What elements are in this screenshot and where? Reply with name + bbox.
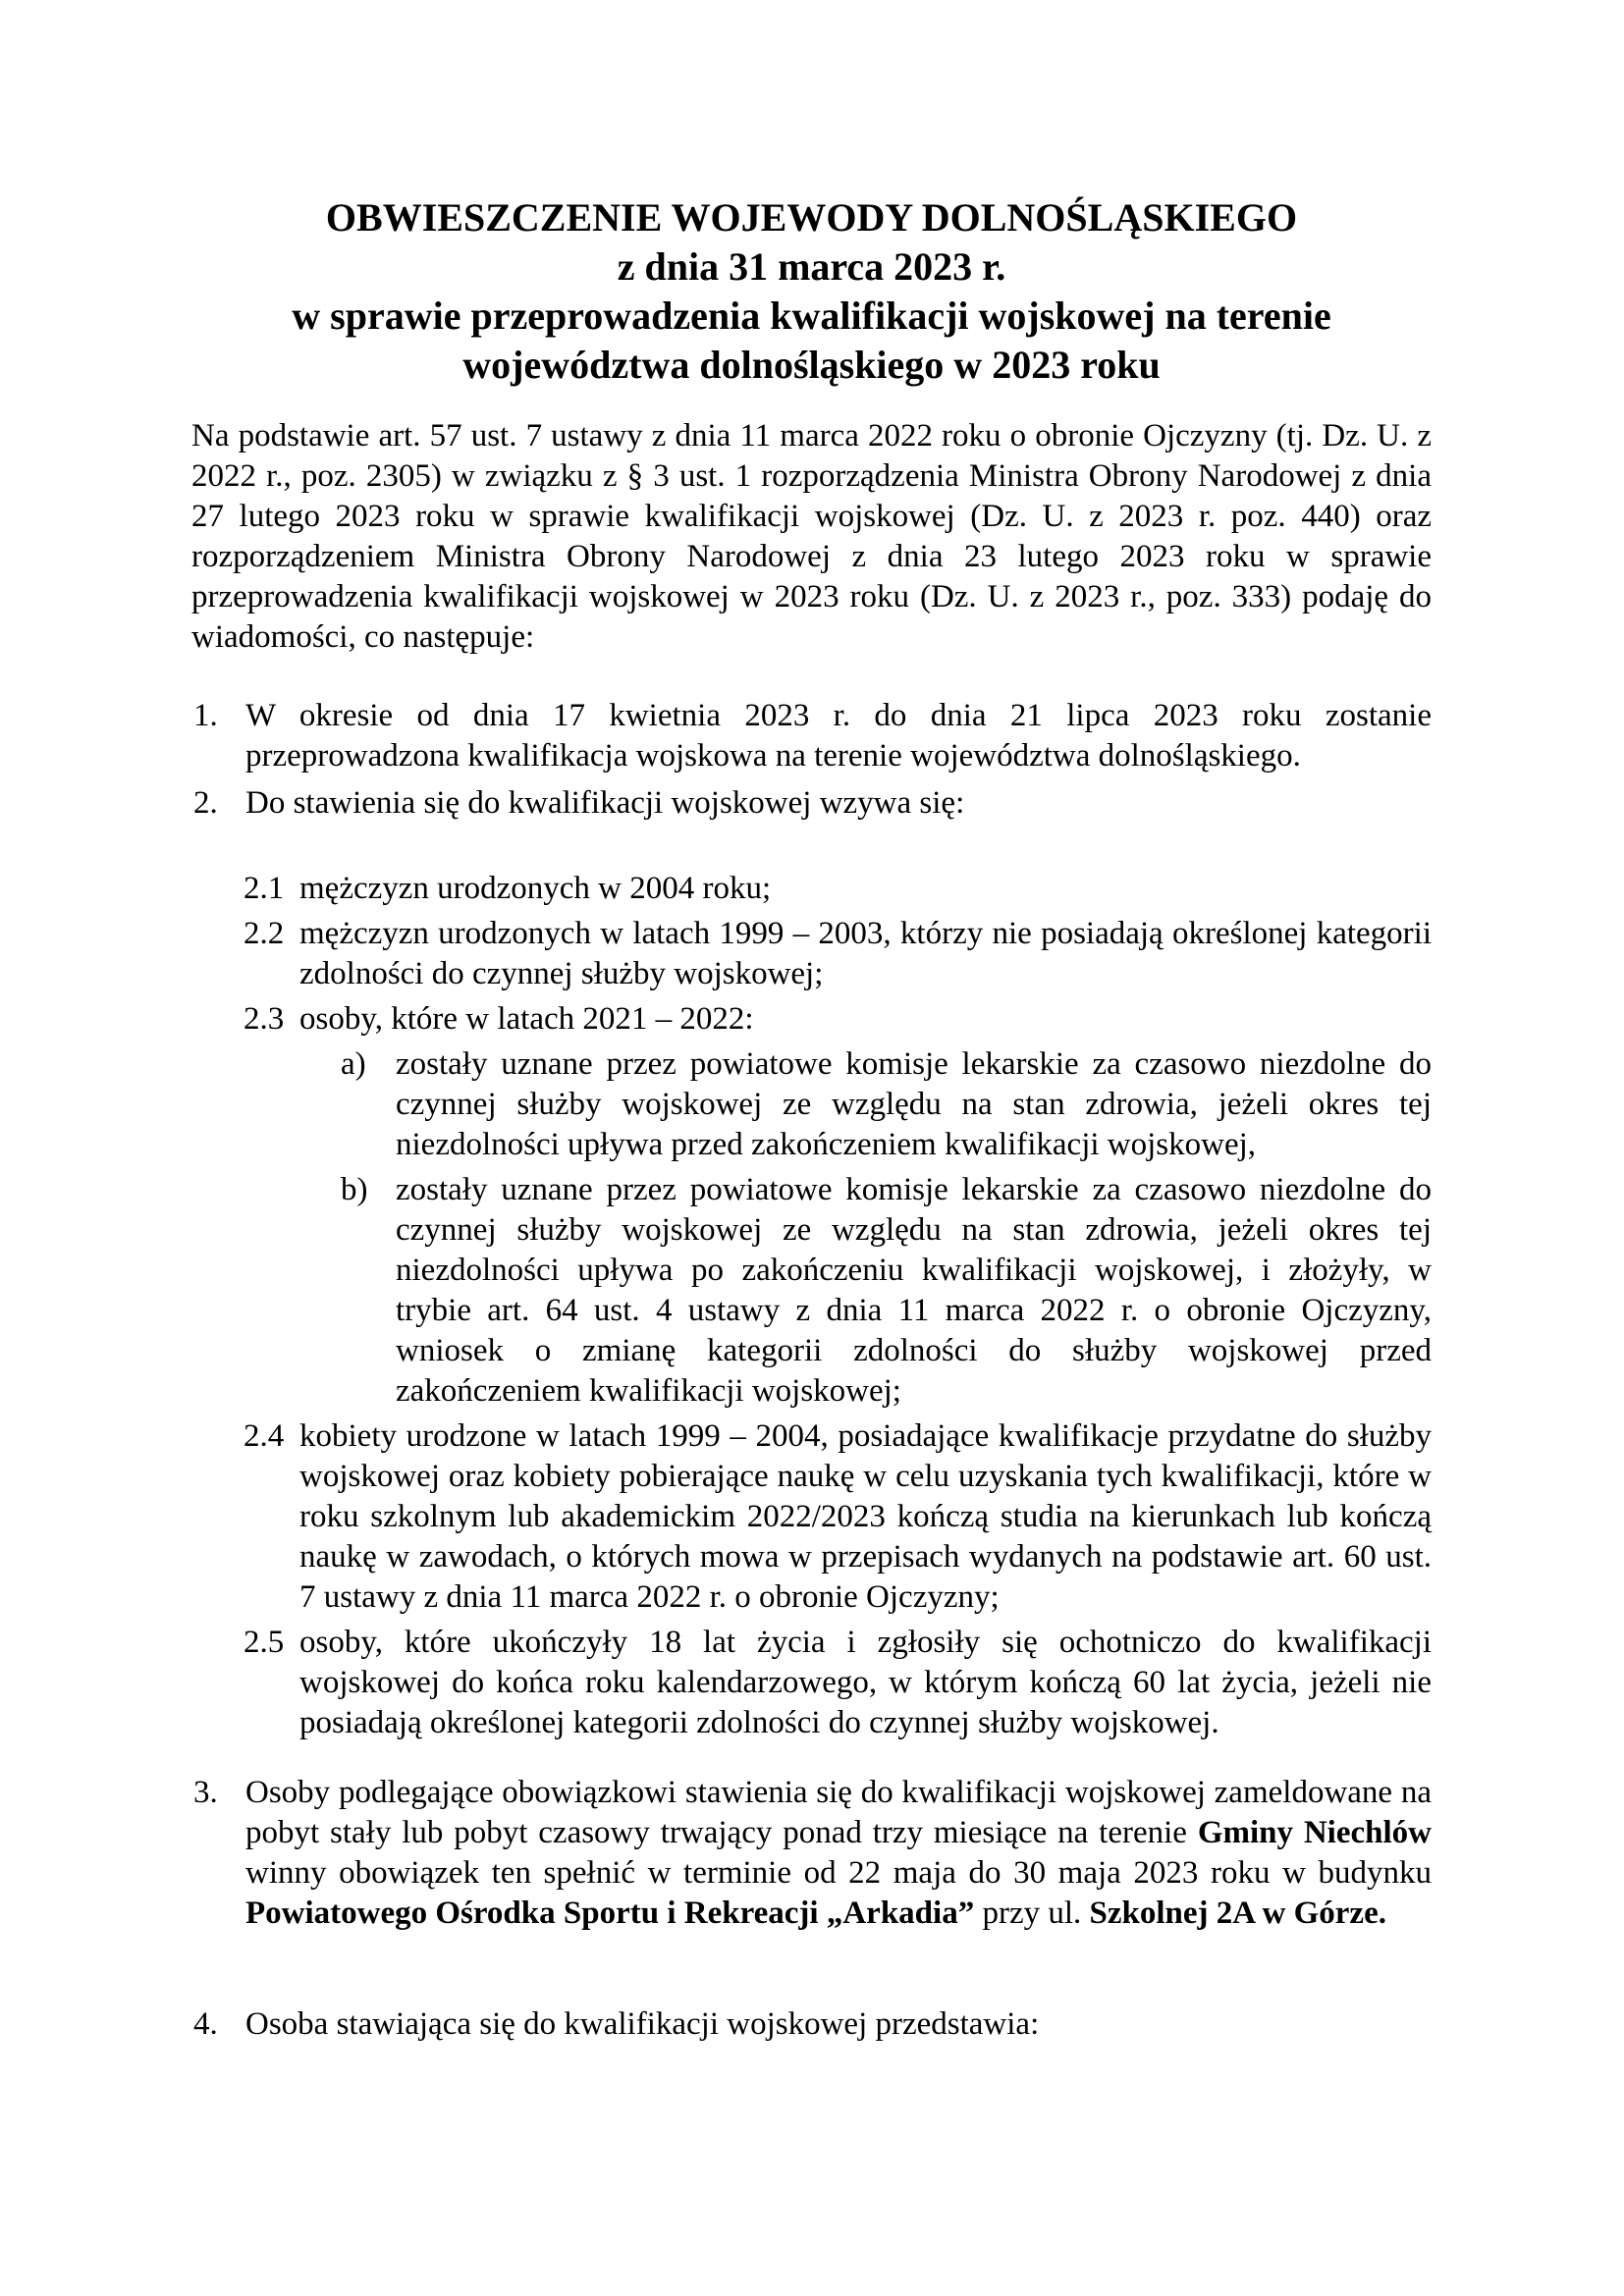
list-item-4-marker: 4. — [193, 2006, 218, 2042]
letter-item-b — [191, 1170, 1432, 1412]
list-item-3-marker: 3. — [193, 1775, 218, 1810]
sub-item-2-5-marker: 2.5 — [244, 1625, 285, 1660]
list-item-3-bold-osrodek: Powiatowego Ośrodka Sportu i Rekreacji „Arkadia” — [245, 1896, 975, 1931]
list-item-4-text: Osoba stawiająca się do kwalifikacji wojskowej przedstawia: — [245, 2006, 1040, 2042]
letter-item-a — [191, 1044, 1432, 1165]
title-line-2: z dnia 31 marca 2023 r. — [617, 244, 1006, 289]
list-item-3-seg-2: winny obowiązek ten spełnić w terminie od 22 maja do 30 maja 2023 roku w budynku — [245, 1855, 1432, 1891]
list-item-3-bold-adres: Szkolnej 2A w Górze. — [1089, 1896, 1386, 1931]
list-item-3-text — [245, 1775, 1432, 1931]
sub-item-2-5-text: osoby, które ukończyły 18 lat życia i zgłosiły się ochotniczo do kwalifikacji wojskowej do końca roku kalendarzowego, w którym kończą 60 lat życia, jeżeli nie posiadają określonej kategorii zdolności do czynnej służby wojskowej. — [299, 1625, 1432, 1740]
letter-item-a-marker: a) — [341, 1046, 366, 1082]
letter-item-b-marker: b) — [341, 1172, 368, 1207]
sub-item-2-3 — [191, 999, 1432, 1040]
list-item-1-text: W okresie od dnia 17 kwietnia 2023 r. do dnia 21 lipca 2023 roku zostanie przeprowadzona kwalifikacja wojskowa na terenie województwa dolnośląskiego. — [245, 698, 1432, 774]
list-item-4 — [191, 2004, 1432, 2045]
sub-item-2-4 — [191, 1416, 1432, 1618]
list-item-2 — [191, 783, 1432, 824]
intro-paragraph: Na podstawie art. 57 ust. 7 ustawy z dnia 11 marca 2022 roku o obronie Ojczyzny (tj. Dz. U. z 2022 r., poz. 2305) w związku z § 3 ust. 1 rozporządzenia Ministra Obrony Narodowej z dnia 27 lutego 2023 roku w sprawie kwalifikacji wojskowej (Dz. U. z 2023 r. poz. 440) oraz rozporządzeniem Ministra Obrony Narodowej z dnia 23 lutego 2023 roku w sprawie przeprowadzenia kwalifikacji wojskowej w 2023 roku (Dz. U. z 2023 r., poz. 333) podaję do wiadomości, co następuje: — [191, 418, 1432, 655]
sub-item-2-2-marker: 2.2 — [244, 916, 285, 951]
sub-item-2-5 — [191, 1623, 1432, 1743]
sub-item-2-4-text: kobiety urodzone w latach 1999 – 2004, posiadające kwalifikacje przydatne do służby wojskowej oraz kobiety pobierające naukę w celu uzyskania tych kwalifikacji, które w roku szkolnym lub akademickim 2022/2023 kończą studia na kierunkach lub kończą naukę w zawodach, o których mowa w przepisach wydanych na podstawie art. 60 ust. 7 ustawy z dnia 11 marca 2022 r. o obronie Ojczyzny; — [299, 1418, 1432, 1615]
list-item-3-seg-1: Osoby podlegające obowiązkowi stawienia się do kwalifikacji wojskowej zameldowane na pobyt stały lub pobyt czasowy trwający ponad trzy miesiące na terenie — [245, 1775, 1432, 1850]
list-item-3 — [191, 1773, 1432, 1934]
sub-item-2-2-text: mężczyzn urodzonych w latach 1999 – 2003, którzy nie posiadają określonej kategorii zdolności do czynnej służby wojskowej; — [299, 916, 1432, 991]
list-item-3-seg-3: przy ul. — [974, 1896, 1090, 1931]
title-line-3: w sprawie przeprowadzenia kwalifikacji wojskowej na terenie — [292, 294, 1331, 338]
list-item-1 — [191, 696, 1432, 776]
sub-item-2-2 — [191, 914, 1432, 994]
document-title — [191, 193, 1432, 390]
list-item-2-text: Do stawienia się do kwalifikacji wojskowej wzywa się: — [245, 785, 965, 821]
list-item-3-bold-gmina: Gminy Niechlów — [1197, 1815, 1432, 1850]
title-line-1: OBWIESZCZENIE WOJEWODY DOLNOŚLĄSKIEGO — [325, 195, 1298, 240]
sub-item-2-3-text: osoby, które w latach 2021 – 2022: — [299, 1001, 754, 1037]
sub-item-2-1-text: mężczyzn urodzonych w 2004 roku; — [299, 871, 772, 906]
letter-item-b-text: zostały uznane przez powiatowe komisje lekarskie za czasowo niezdolne do czynnej służby wojskowej ze względu na stan zdrowia, jeżeli okres tej niezdolności upływa po zakończeniu kwalifikacji wojskowej, i złożyły, w trybie art. 64 ust. 4 ustawy z dnia 11 marca 2022 r. o obronie Ojczyzny, wniosek o zmianę kategorii zdolności do służby wojskowej przed zakończeniem kwalifikacji wojskowej; — [396, 1172, 1432, 1409]
title-line-4: województwa dolnośląskiego w 2023 roku — [462, 343, 1161, 387]
list-item-1-marker: 1. — [193, 698, 218, 733]
sub-item-2-3-marker: 2.3 — [244, 1001, 285, 1037]
sub-item-2-1 — [191, 869, 1432, 909]
list-item-2-marker: 2. — [193, 785, 218, 821]
sub-item-2-4-marker: 2.4 — [244, 1418, 285, 1454]
sub-item-2-1-marker: 2.1 — [244, 871, 285, 906]
letter-item-a-text: zostały uznane przez powiatowe komisje lekarskie za czasowo niezdolne do czynnej służby wojskowej ze względu na stan zdrowia, jeżeli okres tej niezdolności upływa przed zakończeniem kwalifikacji wojskowej, — [396, 1046, 1432, 1162]
